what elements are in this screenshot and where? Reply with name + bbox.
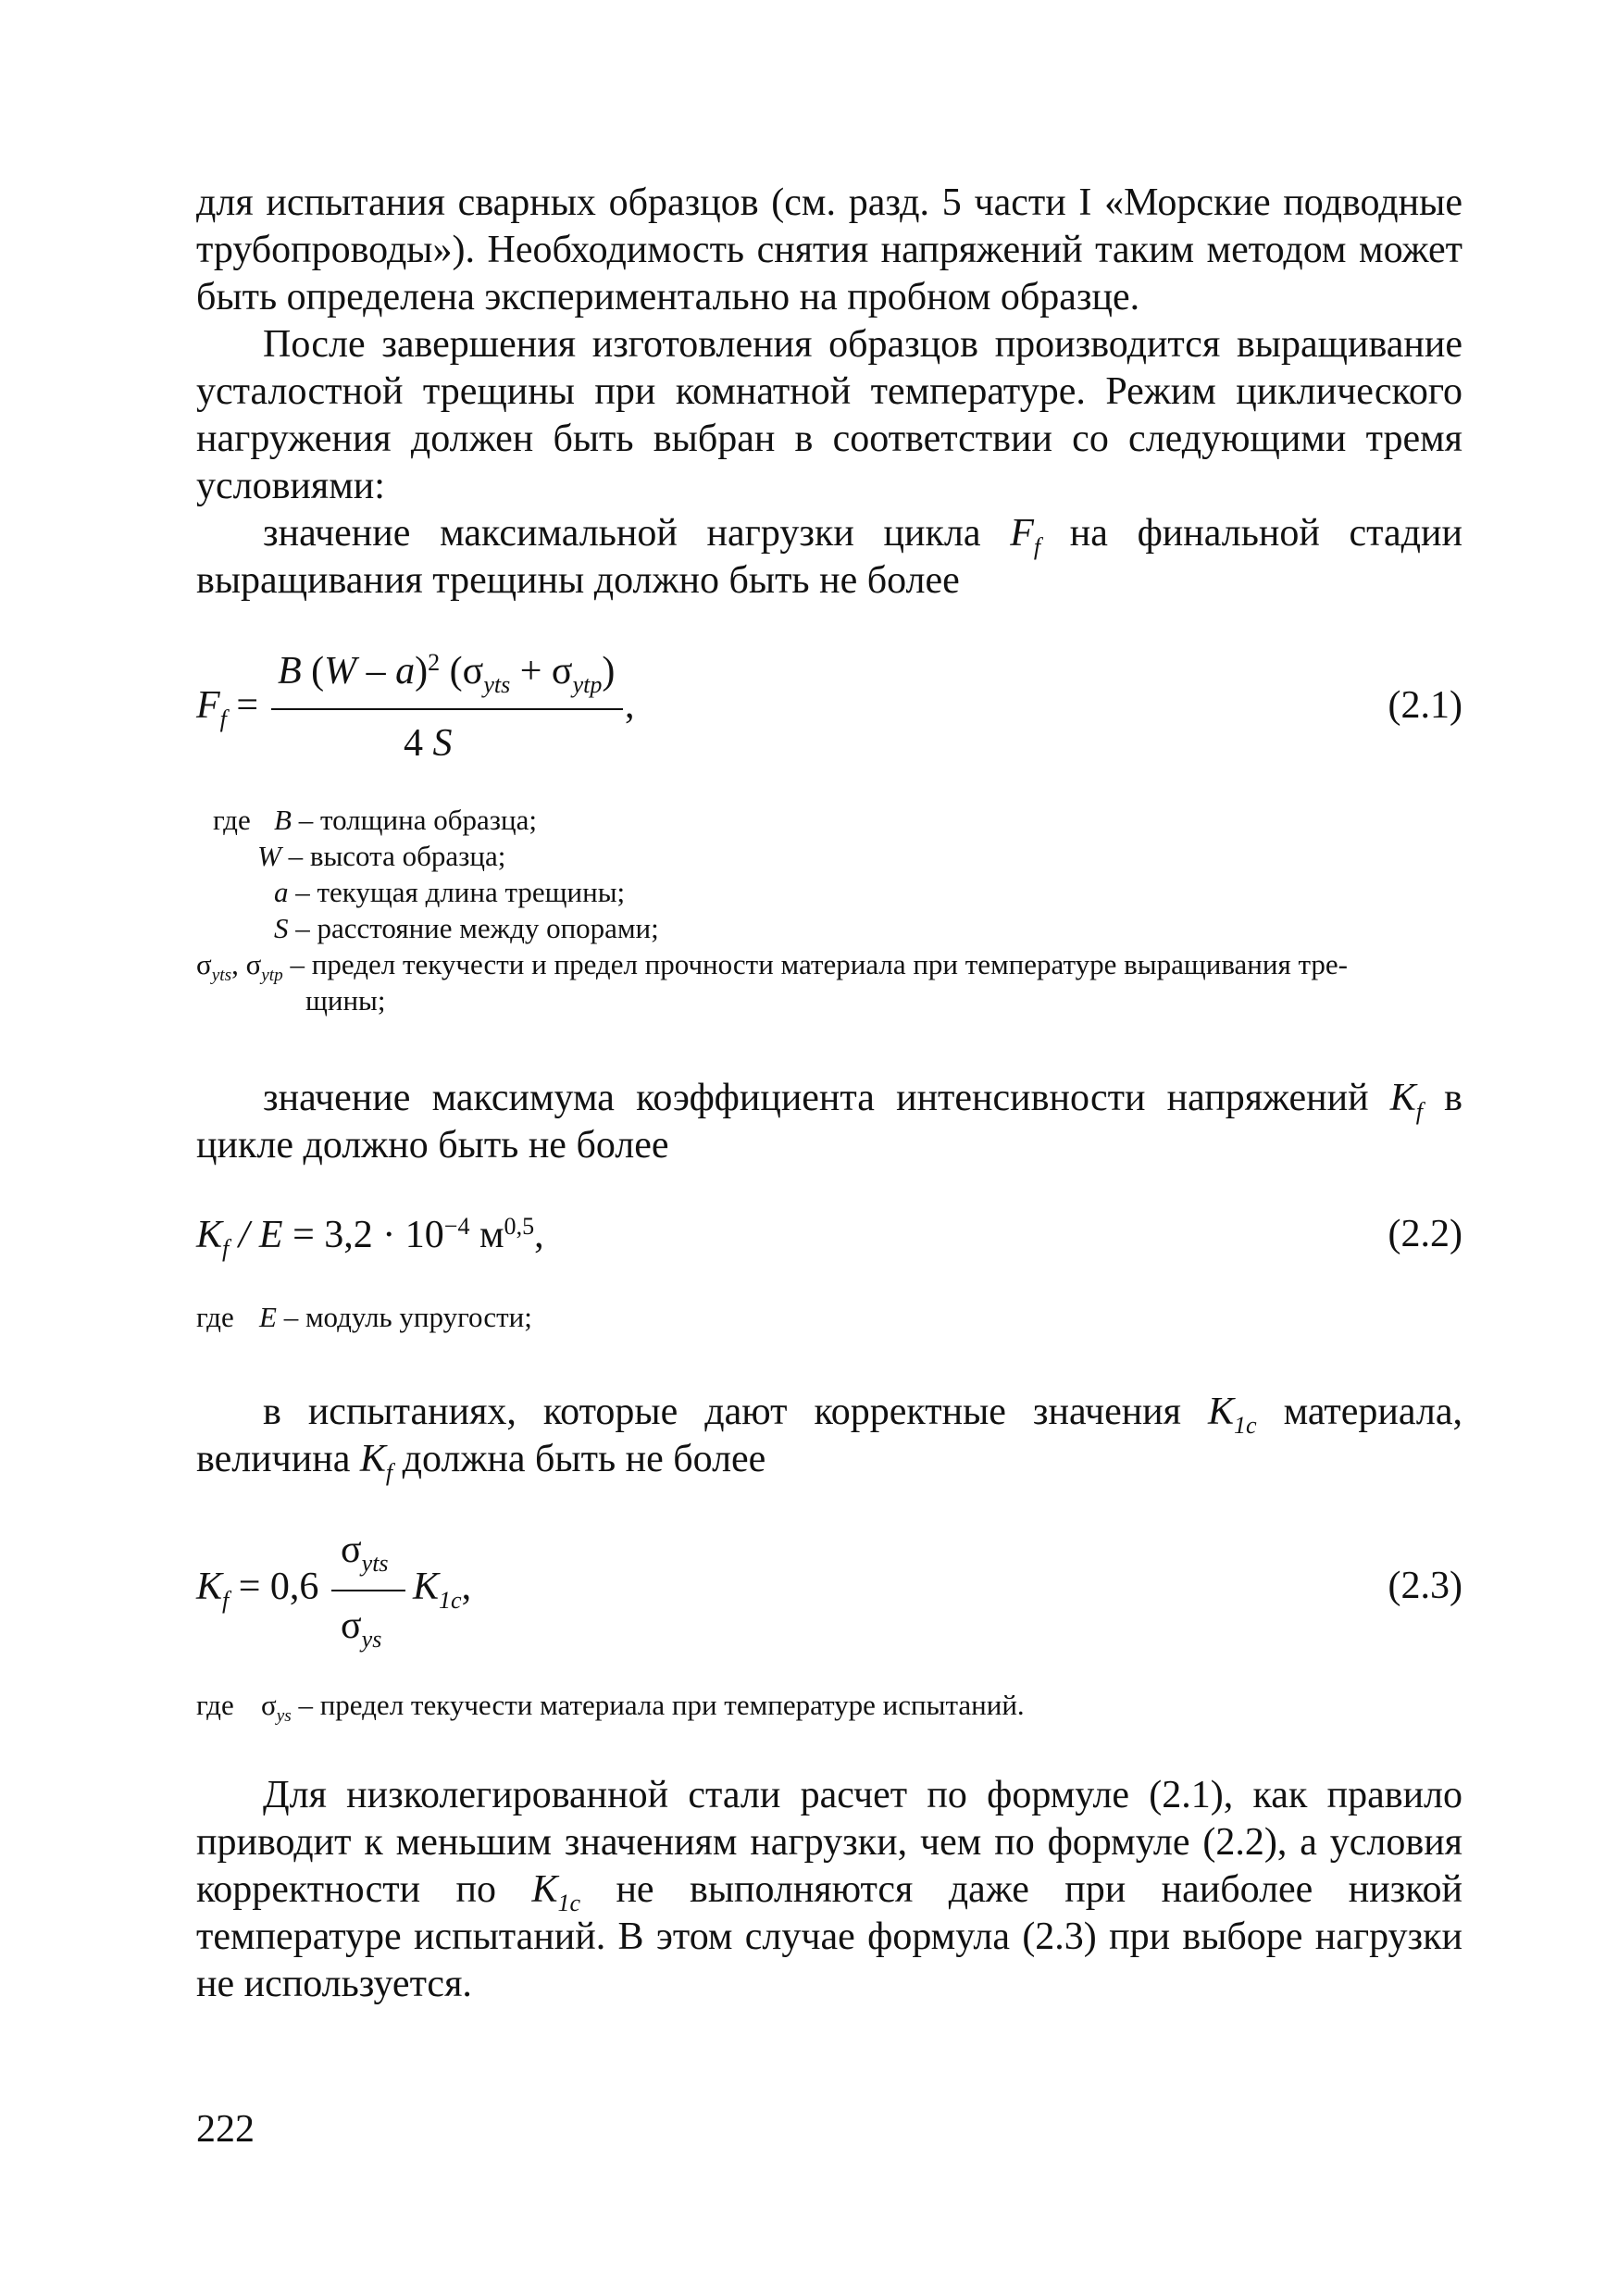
- paragraph-6: Для низколегированной стали расчет по формуле (2.1), как правило приводит к меньшим значениям нагрузки, чем по формуле (2.2), а условия корректности по $K_{1c}$ не выполняются даже при наиболее низкой температуре испытаний. В этом случае формула (2.3) при выборе нагрузки не используется.: [196, 1774, 1463, 2005]
- eq1-number: (2.1): [1388, 684, 1462, 727]
- paragraph-2: После завершения изготовления образцов производится выращивание усталостной трещины при комнатной температуре. Режим циклического нагружения должен быть выбран в соответствии со следующими тремя условиями:: [196, 323, 1462, 507]
- where1-item-sigma: $\sigma_{yts}$, $\sigma_{ytp}$ – предел текучести и предел прочности материала при температуре выращивания тре-: [196, 948, 1349, 986]
- eq3-denominator: $\sigma_{ys}$: [341, 1604, 382, 1653]
- eq3-lhs: $K_f = 0,6$: [196, 1566, 319, 1614]
- where1-item-b: B – толщина образца;: [274, 804, 537, 836]
- paragraph-5: в испытаниях, которые дают корректные значения $K_{1c}$ материала, величина $K_f$ должна быть не более: [196, 1391, 1463, 1486]
- paragraph-3: значение максимальной нагрузки цикла $F_f$ на финальной стадии выращивания трещины должно быть не более: [196, 512, 1463, 602]
- eq1-fraction-bar: [271, 708, 623, 710]
- where1-item-sigma-cont: щины;: [305, 984, 386, 1017]
- eq3-k1c: $K_{1c}$,: [413, 1566, 472, 1614]
- eq3-numerator: $\sigma_{yts}$: [341, 1529, 389, 1577]
- where3-gde: где: [196, 1689, 234, 1721]
- page-number: 222: [196, 2108, 255, 2151]
- eq2-number: (2.2): [1388, 1213, 1462, 1255]
- eq1-numerator: B (W – a)$^2$ $(\sigma_{yts} + \sigma_{ytp})$: [278, 648, 616, 698]
- eq1-denominator: 4 S: [404, 722, 453, 765]
- where2-item-e: E – модуль упругости;: [259, 1301, 532, 1333]
- where1-gde: где: [213, 804, 251, 836]
- where1-item-w: W – высота образца;: [257, 840, 506, 872]
- paragraph-4: значение максимума коэффициента интенсивности напряжений $K_f$ в цикле должно быть не более: [196, 1077, 1463, 1167]
- eq1-lhs: $F_f$ =: [196, 684, 259, 732]
- where3-item-sigma: $\sigma_{ys}$ – предел текучести материала при температуре испытаний.: [261, 1689, 1025, 1727]
- paragraph-1: для испытания сварных образцов (см. разд. 5 части I «Морские подводные трубопроводы»). Необходимость снятия напряжений таким методом может быть определена экспериментально на пробном образце.: [196, 181, 1462, 318]
- eq3-fraction-bar: [331, 1590, 405, 1591]
- where2-gde: где: [196, 1301, 234, 1333]
- where1-item-s: S – расстояние между опорами;: [274, 912, 659, 944]
- where1-item-a: a – текущая длина трещины;: [274, 876, 626, 908]
- eq3-number: (2.3): [1388, 1565, 1462, 1607]
- eq1-comma: ,: [625, 684, 635, 727]
- equation-2-2: $K_f / E = 3,2 \cdot 10^{-4}$ $м^{0,5}$,: [196, 1212, 544, 1262]
